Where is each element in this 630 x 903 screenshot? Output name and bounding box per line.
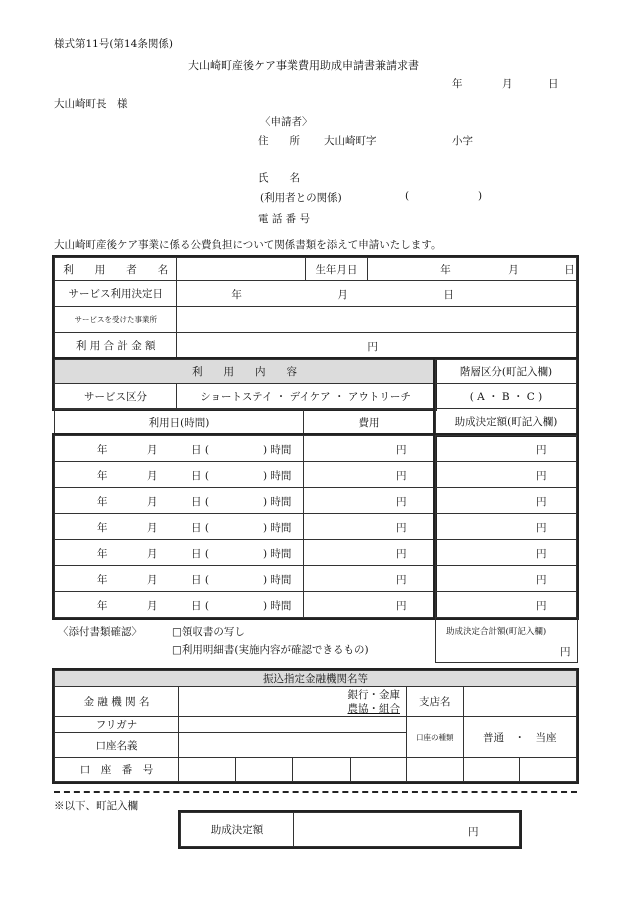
birth-day: 日 <box>564 264 575 276</box>
furigana-label: フリガナ <box>55 717 179 733</box>
decision-amount-cell[interactable] <box>436 514 577 540</box>
account-digit-3[interactable] <box>293 758 350 782</box>
usage-row <box>55 514 435 540</box>
addressee: 大山崎町長 様 <box>54 98 128 110</box>
furigana-field[interactable] <box>179 717 407 733</box>
row-year: 年 <box>97 574 108 586</box>
decision-amount-cell[interactable] <box>436 462 577 488</box>
row-hours: ) 時間 <box>263 522 292 534</box>
usage-date-cell[interactable] <box>55 488 304 514</box>
birth-label: 生年月日 <box>305 258 368 281</box>
service-type-label: サービス区分 <box>55 384 177 409</box>
row-day: 日 ( <box>191 496 209 508</box>
decision-row <box>436 566 577 592</box>
row-decision-yen: 円 <box>536 522 547 534</box>
row-day: 日 ( <box>191 574 209 586</box>
bank-types-1: 銀行・金庫 <box>347 689 400 701</box>
usage-cost-cell[interactable] <box>304 488 435 514</box>
usage-date-cell[interactable] <box>55 540 304 566</box>
attachment-receipt[interactable]: □領収書の写し <box>172 626 245 638</box>
usage-rows-table <box>54 409 435 436</box>
row-month: 月 <box>147 470 158 482</box>
row-year: 年 <box>97 444 108 456</box>
row-day: 日 ( <box>191 522 209 534</box>
row-decision-yen: 円 <box>536 574 547 586</box>
row-cost-yen: 円 <box>396 574 407 586</box>
usage-row <box>55 592 435 618</box>
decision-amount-rows <box>435 435 577 618</box>
row-month: 月 <box>147 522 158 534</box>
office-note: ※以下、町記入欄 <box>54 800 138 812</box>
account-digit-7[interactable] <box>520 758 577 782</box>
decision-amount-cell[interactable] <box>436 592 577 618</box>
decision-row <box>436 514 577 540</box>
birth-year: 年 <box>440 264 451 276</box>
account-digit-4[interactable] <box>350 758 406 782</box>
row-hours: ) 時間 <box>263 548 292 560</box>
relation-close-paren: ) <box>478 190 483 202</box>
usage-row <box>55 566 435 592</box>
usage-cost-cell[interactable] <box>304 436 435 462</box>
usage-cost-cell[interactable] <box>304 540 435 566</box>
decision-row <box>436 436 577 462</box>
row-day: 日 ( <box>191 470 209 482</box>
usage-date-cell[interactable] <box>55 514 304 540</box>
branch-field[interactable] <box>463 687 576 717</box>
account-name-field[interactable] <box>179 733 407 758</box>
bank-types[interactable] <box>348 688 401 716</box>
total-amount-label: 利 用 合 計 金 額 <box>55 333 177 358</box>
institution-field[interactable] <box>179 687 407 717</box>
decision-total-label: 助成決定合計額(町記入欄) <box>446 627 547 637</box>
row-cost-yen: 円 <box>396 444 407 456</box>
row-day: 日 ( <box>191 600 209 612</box>
row-cost-yen: 円 <box>396 470 407 482</box>
account-digit-1[interactable] <box>179 758 235 782</box>
row-hours: ) 時間 <box>263 444 292 456</box>
attachment-statement[interactable]: □利用明細書(実施内容が確認できるもの) <box>172 644 369 656</box>
row-hours: ) 時間 <box>263 470 292 482</box>
usage-row <box>55 462 435 488</box>
usage-cost-cell[interactable] <box>304 462 435 488</box>
service-type-options[interactable]: ショートステイ ・ デイケア ・ アウトリーチ <box>177 384 435 409</box>
birth-month: 月 <box>508 264 519 276</box>
office-decision-yen: 円 <box>468 826 479 838</box>
row-hours: ) 時間 <box>263 574 292 586</box>
provider-label: サービスを受けた事業所 <box>55 307 177 333</box>
row-decision-yen: 円 <box>536 470 547 482</box>
tier-table <box>435 359 577 435</box>
user-name-label: 利 用 者 名 <box>55 258 177 281</box>
address-label: 住 所 <box>258 135 300 147</box>
row-cost-yen: 円 <box>396 496 407 508</box>
row-month: 月 <box>147 444 158 456</box>
user-info-table <box>54 257 577 358</box>
birth-date-field[interactable] <box>368 258 577 281</box>
decision-month: 月 <box>337 289 348 301</box>
row-decision-yen: 円 <box>536 496 547 508</box>
account-name-label: 口座名義 <box>55 733 179 758</box>
row-cost-yen: 円 <box>396 600 407 612</box>
account-digit-5[interactable] <box>407 758 464 782</box>
row-decision-yen: 円 <box>536 444 547 456</box>
office-decision-label: 助成決定額 <box>181 813 294 847</box>
decision-date-field[interactable] <box>177 281 577 307</box>
usage-cost-cell[interactable] <box>304 592 435 618</box>
row-month: 月 <box>147 496 158 508</box>
bank-types-2: 農協・組合 <box>347 703 400 715</box>
row-year: 年 <box>97 548 108 560</box>
usage-date-cell[interactable] <box>55 436 304 462</box>
office-table <box>180 812 520 847</box>
bank-table <box>54 670 577 782</box>
date-header: 利用日(時間) <box>55 410 304 436</box>
address-value: 大山崎町字 <box>324 135 377 147</box>
provider-field[interactable] <box>177 307 577 333</box>
row-cost-yen: 円 <box>396 522 407 534</box>
office-decision-field[interactable] <box>294 813 520 847</box>
usage-row <box>55 540 435 566</box>
decision-date-label: サービス利用決定日 <box>55 281 177 307</box>
row-cost-yen: 円 <box>396 548 407 560</box>
total-yen: 円 <box>367 341 378 353</box>
row-day: 日 ( <box>191 548 209 560</box>
applicant-section-label: 〈申請者〉 <box>260 116 313 128</box>
account-digit-6[interactable] <box>463 758 520 782</box>
date-month-label: 月 <box>502 78 513 90</box>
decision-day: 日 <box>443 289 454 301</box>
institution-label: 金 融 機 関 名 <box>55 687 179 717</box>
branch-label: 支店名 <box>407 687 464 717</box>
form-number: 様式第11号(第14条関係) <box>54 38 173 50</box>
usage-cost-cell[interactable] <box>304 514 435 540</box>
usage-cost-cell[interactable] <box>304 566 435 592</box>
decision-total-box[interactable] <box>435 617 578 663</box>
total-amount-field[interactable] <box>177 333 577 358</box>
application-statement: 大山崎町産後ケア事業に係る公費負担について関係書類を添えて申請いたします。 <box>54 239 442 251</box>
address-sub-label: 小字 <box>452 135 473 147</box>
decision-amount-cell[interactable] <box>436 488 577 514</box>
tier-header: 階層区分(町記入欄) <box>436 360 577 384</box>
usage-date-rows <box>54 435 435 618</box>
phone-label: 電 話 番 号 <box>258 213 311 225</box>
date-day-label: 日 <box>548 78 559 90</box>
decision-total-yen: 円 <box>560 646 571 658</box>
decision-amount-cell[interactable] <box>436 566 577 592</box>
date-year-label: 年 <box>452 78 463 90</box>
row-hours: ) 時間 <box>263 600 292 612</box>
account-number-label: 口 座 番 号 <box>55 758 179 782</box>
row-year: 年 <box>97 496 108 508</box>
decision-row <box>436 592 577 618</box>
row-month: 月 <box>147 600 158 612</box>
relation-label: (利用者との関係) <box>260 192 342 204</box>
usage-date-cell[interactable] <box>55 592 304 618</box>
row-year: 年 <box>97 522 108 534</box>
row-decision-yen: 円 <box>536 600 547 612</box>
decision-amount-header: 助成決定額(町記入欄) <box>436 409 577 435</box>
decision-row <box>436 488 577 514</box>
usage-row <box>55 488 435 514</box>
bank-header: 振込指定金融機関名等 <box>55 671 577 687</box>
decision-amount-cell[interactable] <box>436 540 577 566</box>
office-separator <box>54 791 577 793</box>
attachment-label: 〈添付書類確認〉 <box>58 626 142 638</box>
user-name-field[interactable] <box>177 258 305 281</box>
account-type-label: 口座の種類 <box>407 717 464 758</box>
tier-options[interactable]: ( A ・ B ・ C ) <box>436 384 577 409</box>
decision-amount-cell[interactable] <box>436 436 577 462</box>
usage-row <box>55 436 435 462</box>
usage-table <box>54 359 435 409</box>
name-label: 氏 名 <box>258 172 300 184</box>
decision-row <box>436 540 577 566</box>
usage-date-cell[interactable] <box>55 462 304 488</box>
form-title: 大山崎町産後ケア事業費用助成申請書兼請求書 <box>188 59 419 72</box>
content-header: 利 用 内 容 <box>55 360 435 384</box>
decision-year: 年 <box>231 289 242 301</box>
row-month: 月 <box>147 548 158 560</box>
row-year: 年 <box>97 470 108 482</box>
relation-open-paren: ( <box>405 190 410 202</box>
decision-row <box>436 462 577 488</box>
row-decision-yen: 円 <box>536 548 547 560</box>
row-year: 年 <box>97 600 108 612</box>
usage-date-cell[interactable] <box>55 566 304 592</box>
row-month: 月 <box>147 574 158 586</box>
row-hours: ) 時間 <box>263 496 292 508</box>
account-type-options[interactable]: 普通 ・ 当座 <box>463 717 576 758</box>
account-digit-2[interactable] <box>235 758 292 782</box>
row-day: 日 ( <box>191 444 209 456</box>
cost-header: 費用 <box>304 410 435 436</box>
